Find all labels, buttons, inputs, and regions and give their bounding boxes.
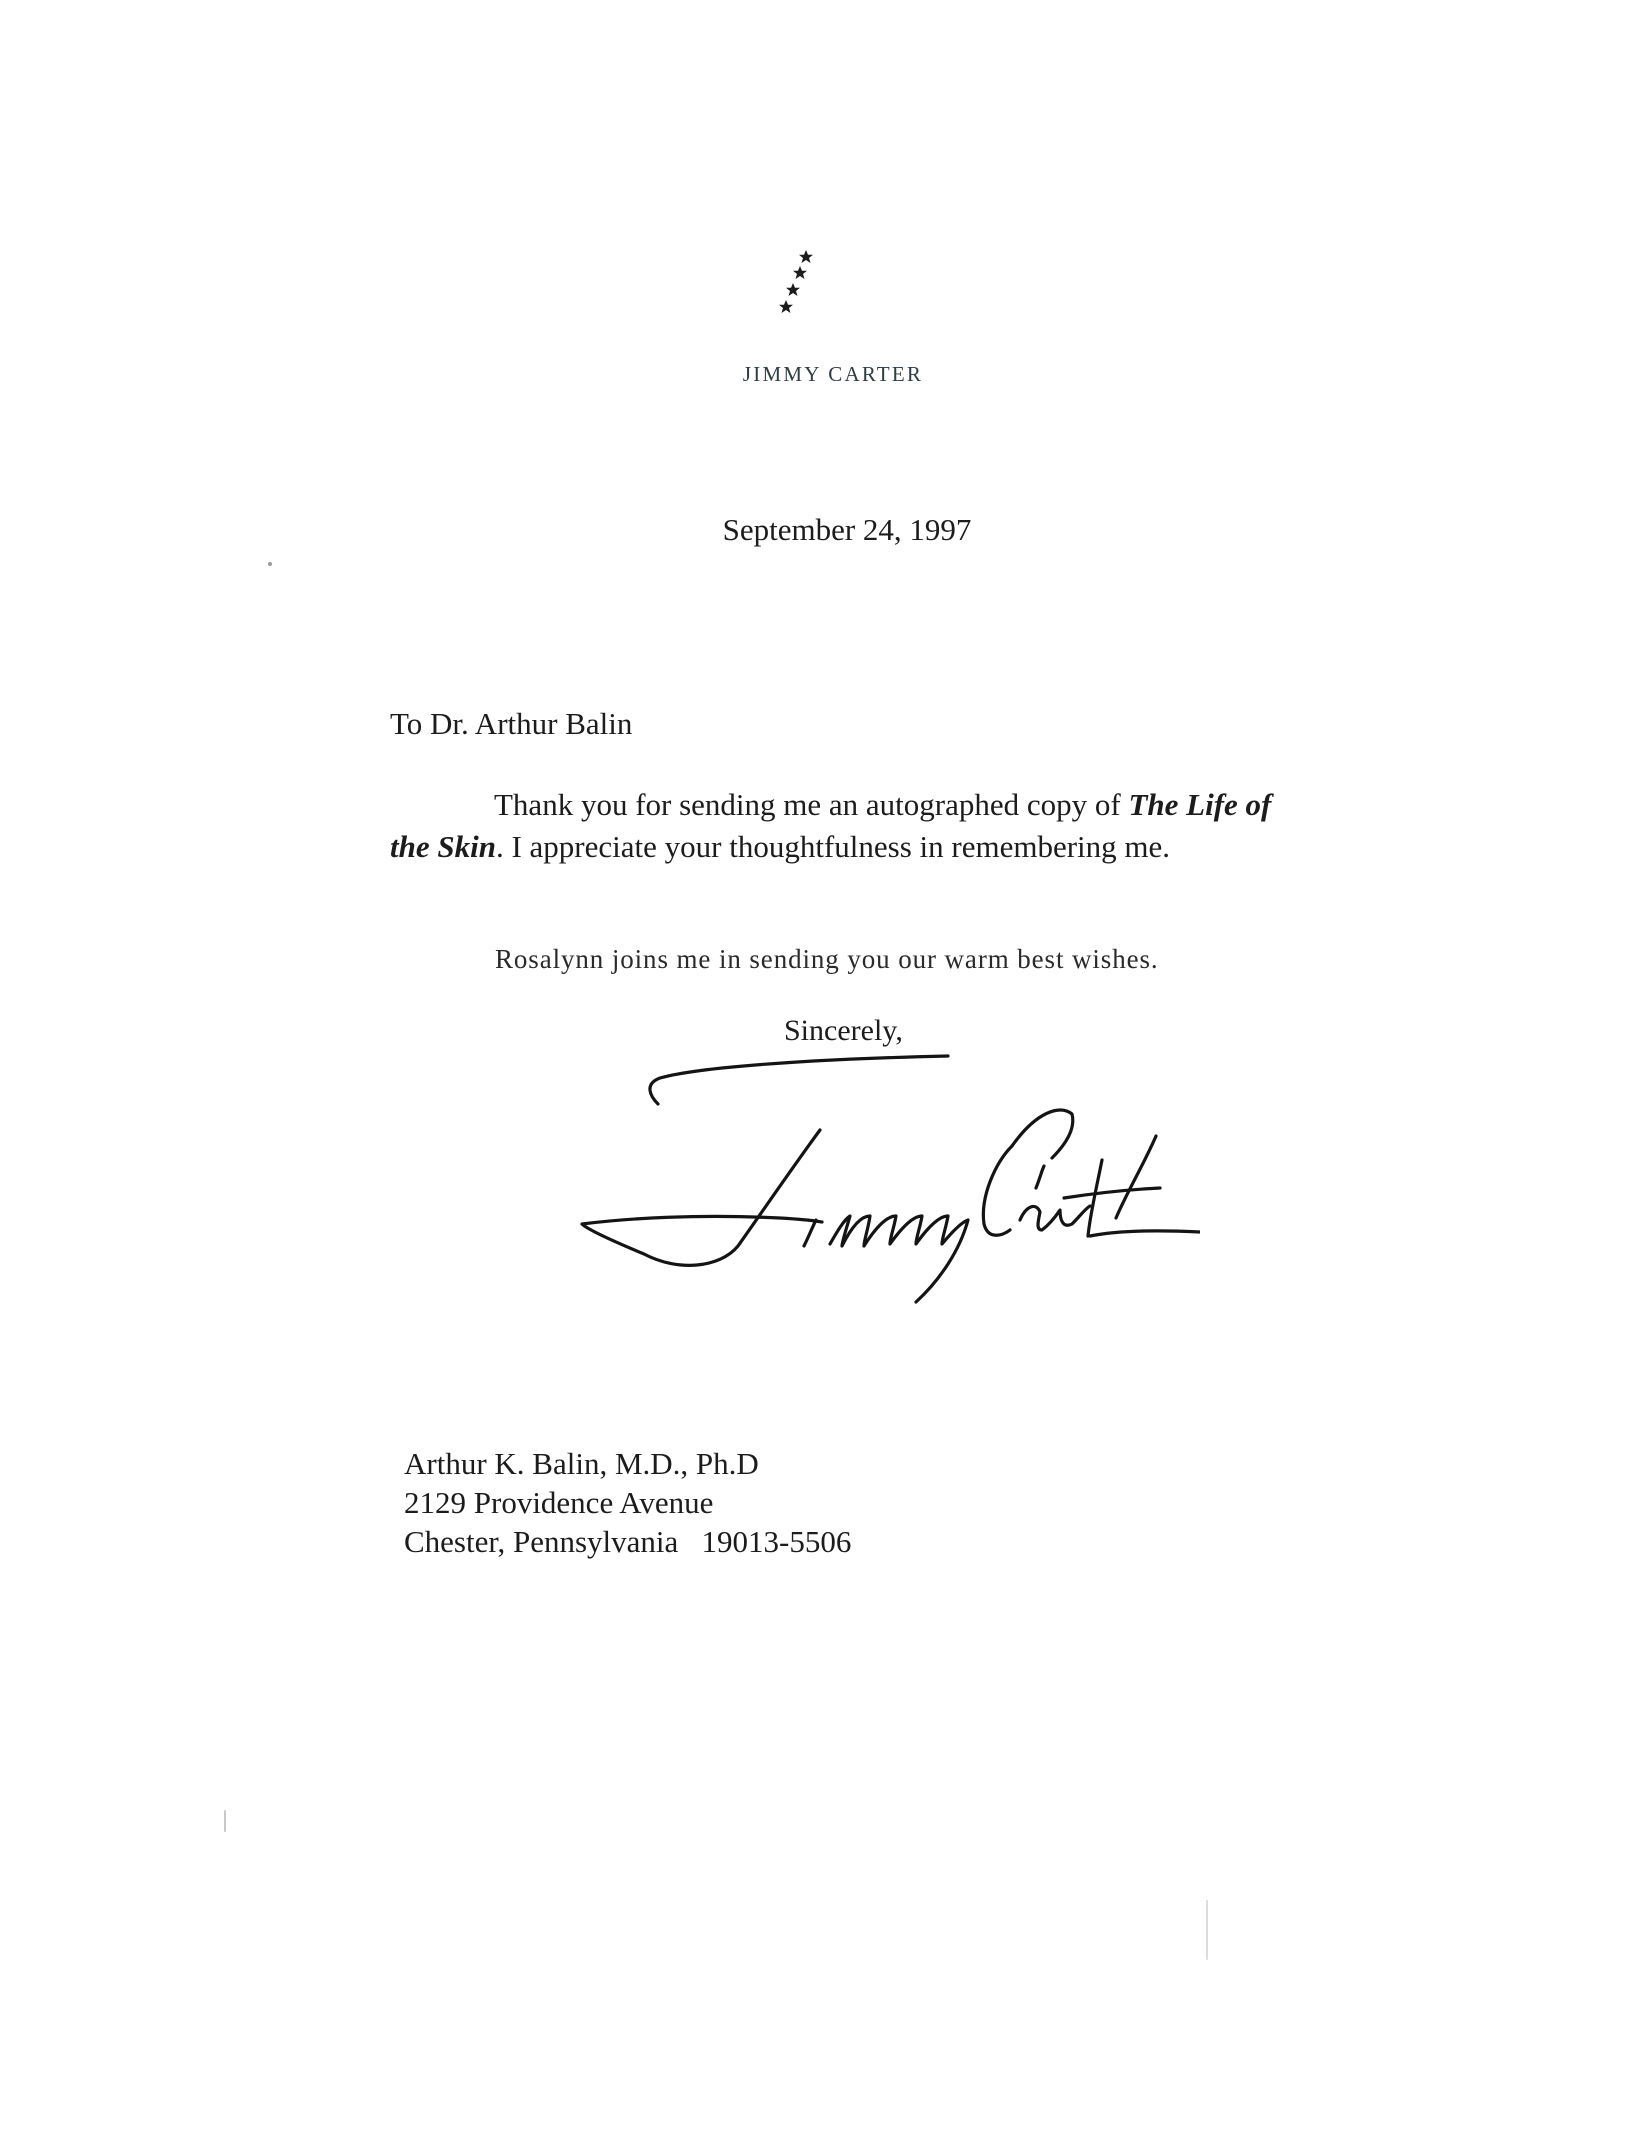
scan-speck [268,562,272,566]
address-street: 2129 Providence Avenue [404,1485,714,1520]
body-text-before-title: Thank you for sending me an autographed copy of [494,787,1129,822]
recipient-address [404,1444,851,1561]
body-text-after-title: . I appreciate your thoughtfulness in remembering me. [495,829,1171,864]
body-paragraph [390,784,1296,868]
letter-date: September 24, 1997 [722,512,972,547]
four-stars-diagonal-icon [768,248,818,320]
scan-speck [1206,1900,1208,1960]
letterhead-name: JIMMY CARTER [742,362,924,386]
handwritten-signature [560,1040,1200,1320]
salutation: To Dr. Arthur Balin [390,706,633,741]
address-name: Arthur K. Balin, M.D., Ph.D [404,1446,759,1481]
book-title: The Life of the Skin [390,787,1272,864]
address-city-state-zip: Chester, Pennsylvania 19013-5506 [404,1524,852,1559]
closing-paragraph: Rosalynn joins me in sending you our warm best wishes. [495,944,1159,974]
closing: Sincerely, [784,1014,903,1047]
scan-speck [224,1810,226,1832]
